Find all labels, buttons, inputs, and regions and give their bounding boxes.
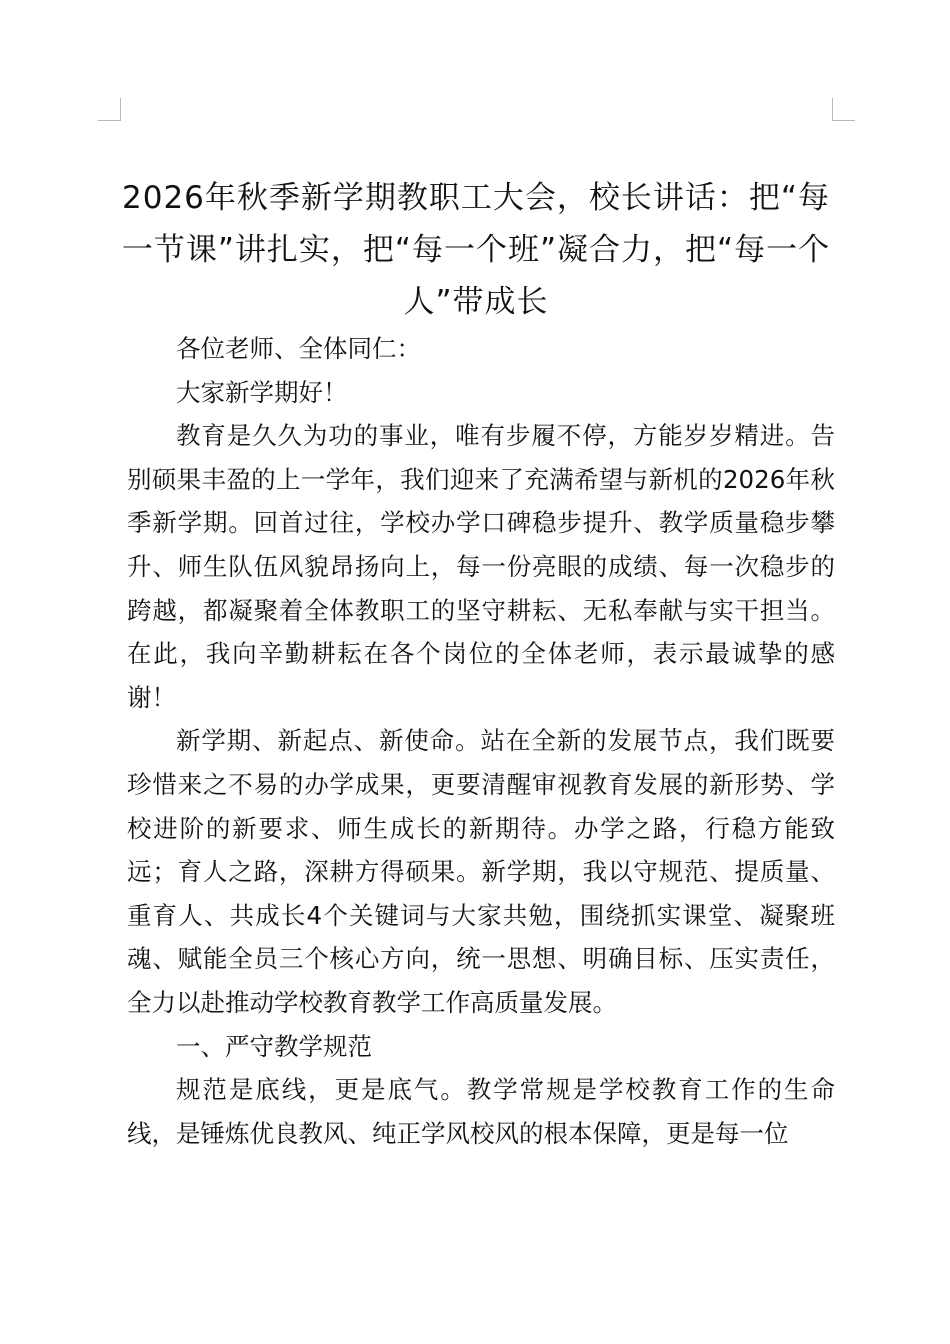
greeting: 大家新学期好！ [176,377,348,407]
document-title: 2026年秋季新学期教职工大会，校长讲话：把“每一节课”讲扎实，把“每一个班”凝合力，把“每一个人”带成长 [121,180,831,320]
crop-mark-top-left [98,98,121,121]
paragraph-intro: 教育是久久为功的事业，唯有步履不停，方能岁岁精进。告别硕果丰盈的上一学年，我们迎来了充满希望与新机的2026年秋季新学期。回首过往，学校办学口碑稳步提升、教学质量稳步攀升、师生队伍风貌昂扬向上，每一份亮眼的成绩、每一次稳步的跨越，都凝聚着全体教职工的坚守耕耘、无私奉献与实干担当。在此，我向辛勤耕耘在各个岗位的全体老师，表示最诚挚的感谢！ [127,421,835,712]
section-heading-1: 一、严守教学规范 [176,1031,372,1061]
crop-mark-top-right [832,98,855,121]
paragraph-new-semester: 新学期、新起点、新使命。站在全新的发展节点，我们既要珍惜来之不易的办学成果，更要清醒审视教育发展的新形势、学校进阶的新要求、师生成长的新期待。办学之路，行稳方能致远；育人之路，深耕方得硕果。新学期，我以守规范、提质量、重育人、共成长4个关键词与大家共勉，围绕抓实课堂、凝聚班魂、赋能全员三个核心方向，统一思想、明确目标、压实责任，全力以赴推动学校教育教学工作高质量发展。 [127,726,835,1017]
paragraph-norms: 规范是底线，更是底气。教学常规是学校教育工作的生命线，是锤炼优良教风、纯正学风校风的根本保障，更是每一位 [127,1075,835,1148]
salutation: 各位老师、全体同仁： [176,334,421,363]
document-body [127,327,835,1155]
